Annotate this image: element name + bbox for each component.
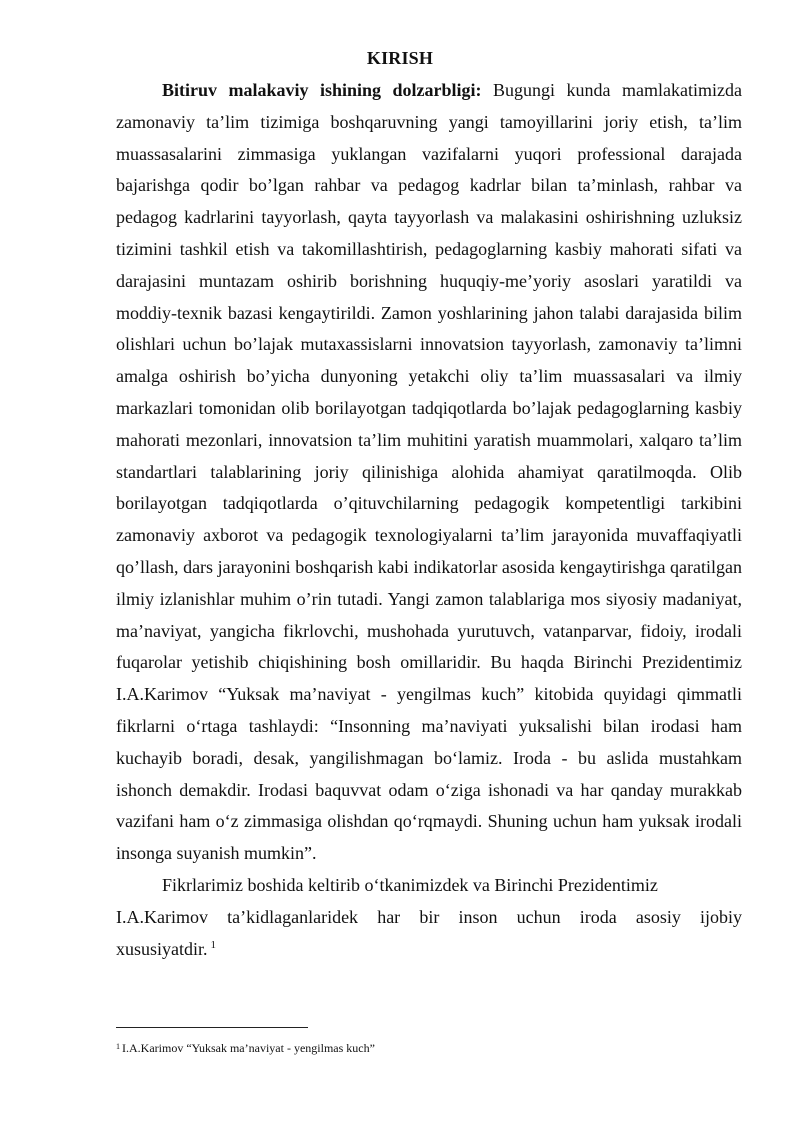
- paragraph-lead-bold: Bitiruv malakaviy ishining dolzarbligi:: [162, 80, 482, 100]
- page-title: KIRISH: [366, 48, 434, 68]
- footnote: [116, 1040, 742, 1056]
- intro-paragraph: [116, 75, 742, 870]
- paragraph-line-3: [116, 934, 742, 966]
- footnote-number: 1: [116, 1042, 120, 1051]
- second-paragraph: [116, 870, 742, 965]
- footnote-divider: [116, 1027, 308, 1028]
- paragraph-line-1: Fikrlarimiz boshida keltirib o‘tkanimizdek va Birinchi Prezidentimiz: [162, 874, 658, 895]
- footnote-reference: 1: [210, 938, 217, 951]
- paragraph-line-3-text: xususiyatdir.: [116, 938, 208, 959]
- paragraph-line-2: I.A.Karimov ta’kidlaganlaridek har bir inson uchun iroda asosiy ijobiy: [116, 906, 742, 927]
- main-text: [116, 75, 742, 965]
- paragraph-body: Bugungi kunda mamlakatimizda zamonaviy ta’lim tizimiga boshqaruvning yangi tamoyillarini joriy etish, ta’lim muassasalarini zimmasiga yuklangan vazifalarni yuqori professional darajada bajarishga qodir bo’lgan rahbar va pedagog kadrlar bilan ta’minlash, rahbar va pedagog kadrlarini tayyorlash, qayta tayyorlash va malakasini oshirishning uzluksiz tizimini tashkil etish va takomillashtirish, pedagoglarning kasbiy mahorati sifati va darajasini muntazam oshirib borishning huquqiy-me’yoriy asoslari yaratildi va moddiy-texnik bazasi kengaytirildi. Zamon yoshlarining jahon talabi darajasida bilim olishlari uchun bo’lajak mutaxassislarni innovatsion tayyorlash, zamonaviy ta’limni amalga oshirish bo’yicha dunyoning yetakchi oliy ta’lim muassasalari va ilmiy markazlari tomonidan olib borilayotgan tadqiqotlarda bo’lajak pedagoglarning kasbiy mahorati mezonlari, innovatsion ta’lim muhitini yaratish muammolari, xalqaro ta’lim standartlari talablarining joriy qilinishiga alohida ahamiyat qaratilmoqda. Olib borilayotgan tadqiqotlarda o’qituvchilarning pedagogik kompetentligi tarkibini zamonaviy axborot va pedagogik texnologiyalarni ta’lim jarayonida muvaffaqiyatli qo’llash, dars jarayonini boshqarish kabi indikatorlar asosida kengaytirishga qaratilgan ilmiy izlanishlar muhim o’rin tutadi. Yangi zamon talablariga mos siyosiy madaniyat, ma’naviyat, yangicha fikrlovchi, mushohada yurutuvch, vatanparvar, fidoiy, irodali fuqarolar yetishib chiqishining bosh omillaridir. Bu haqda Birinchi Prezidentimiz I.A.Karimov “Yuksak ma’naviyat - yengilmas kuch” kitobida quyidagi qimmatli fikrlarni o‘rtaga tashlaydi: “Insonning ma’naviyati yuksalishi bilan irodasi ham kuchayib boradi, desak, yangilishmagan bo‘lamiz. Iroda - bu aslida mustahkam ishonch demakdir. Irodasi baquvvat odam o‘ziga ishonadi va har qanday murakkab vazifani ham o‘z zimmasiga olishdan qo‘rqmaydi. Shuning uchun ham yuksak irodali insonga suyanish mumkin”.: [116, 80, 742, 864]
- footnote-text: I.A.Karimov “Yuksak ma’naviyat - yengilmas kuch”: [122, 1041, 375, 1055]
